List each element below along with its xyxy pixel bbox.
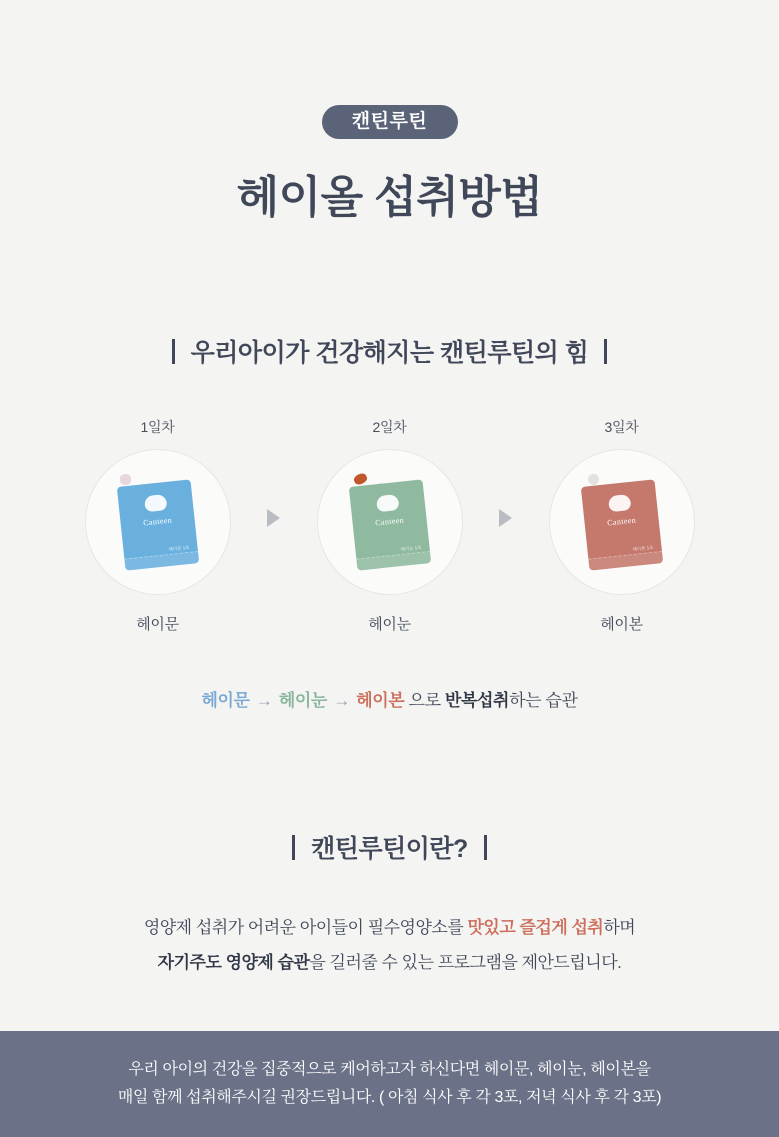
- footer-text: [118, 1056, 661, 1112]
- product-pack-heynoon: [348, 479, 430, 570]
- body-line-1-highlight: 맛있고 즐겁게 섭취: [467, 918, 604, 937]
- what-section-heading: [0, 829, 779, 865]
- summary-item-2: 헤이눈: [278, 691, 327, 710]
- step-day-label: 2일차: [372, 419, 407, 435]
- footer-line-1: 우리 아이의 건강을 집중적으로 케어하고자 하신다면 헤이문, 헤이눈, 헤이본을: [128, 1061, 651, 1078]
- step-arrow-1-icon: [252, 417, 296, 532]
- what-heading-text: 캔틴루틴이란?: [311, 835, 468, 863]
- routine-step-2: [296, 417, 484, 634]
- pack-sub-label: 헤이본 1포: [631, 544, 654, 553]
- pack-seal-icon: [588, 551, 663, 571]
- step-day-label: 3일차: [604, 419, 639, 435]
- pill-icon: [352, 472, 368, 487]
- pack-brand-label: Canteen: [142, 515, 173, 528]
- pack-sub-label: 헤이문 1포: [167, 544, 190, 553]
- pack-brand-label: Canteen: [606, 515, 637, 528]
- pack-notch-icon: [143, 494, 167, 512]
- heading-bar-left-icon: [172, 339, 175, 364]
- product-pack-heymoon: [116, 479, 198, 570]
- step-arrow-2-icon: [484, 417, 528, 532]
- what-section-body: [0, 911, 779, 981]
- pack-seal-icon: [356, 551, 431, 571]
- summary-item-3: 헤이본: [356, 691, 405, 710]
- body-line-2-bold: 자기주도 영양제 습관: [157, 952, 310, 972]
- routine-section-heading: [0, 333, 779, 369]
- routine-summary: [0, 686, 779, 711]
- pack-notch-icon: [607, 494, 631, 512]
- footer-banner: [0, 1031, 779, 1137]
- page-title: 헤이올 섭취방법: [236, 173, 543, 222]
- pack-sub-label: 헤이눈 1포: [399, 544, 422, 553]
- step-illustration: [85, 449, 231, 595]
- body-line-1-b: 하며: [603, 918, 636, 937]
- pill-icon: [588, 474, 599, 485]
- body-line-2: [0, 946, 779, 981]
- step-illustration: [549, 449, 695, 595]
- step-day-label: 1일차: [140, 419, 175, 435]
- footer-line-2: 매일 함께 섭취해주시길 권장드립니다. ( 아침 식사 후 각 3포, 저녁 식사 후 각 3포): [117, 1089, 662, 1106]
- pill-icon: [120, 474, 131, 485]
- step-illustration: [317, 449, 463, 595]
- summary-item-1: 헤이문: [201, 691, 250, 710]
- summary-arrow-2-icon: →: [333, 691, 350, 710]
- summary-tail-text: 하는 습관: [509, 691, 578, 710]
- pack-brand-label: Canteen: [374, 515, 405, 528]
- summary-arrow-1-icon: →: [255, 691, 273, 710]
- routine-step-3: [528, 417, 716, 634]
- pack-seal-icon: [124, 551, 199, 571]
- body-line-1-a: 영양제 섭취가 어려운 아이들이 필수영양소를: [143, 918, 464, 937]
- heading-bar-left-icon: [292, 835, 295, 860]
- step-product-name: 헤이문: [136, 616, 179, 633]
- pack-notch-icon: [375, 494, 399, 512]
- summary-mid-text: 으로: [408, 691, 441, 710]
- body-line-1: [0, 911, 779, 946]
- header-badge-wrap: [0, 0, 779, 139]
- step-product-name: 헤이눈: [368, 616, 411, 633]
- step-product-name: 헤이본: [600, 616, 643, 633]
- routine-steps: [0, 417, 779, 634]
- product-pack-heybone: [580, 479, 662, 570]
- body-line-2-b: 을 길러줄 수 있는 프로그램을 제안드립니다.: [309, 952, 622, 972]
- brand-badge: 캔틴루틴: [322, 105, 458, 139]
- summary-strong-text: 반복섭취: [444, 691, 510, 710]
- routine-heading-text: 우리아이가 건강해지는 캔틴루틴의 힘: [190, 339, 589, 367]
- routine-step-1: [64, 417, 252, 634]
- heading-bar-right-icon: [604, 339, 607, 364]
- heading-bar-right-icon: [484, 835, 487, 860]
